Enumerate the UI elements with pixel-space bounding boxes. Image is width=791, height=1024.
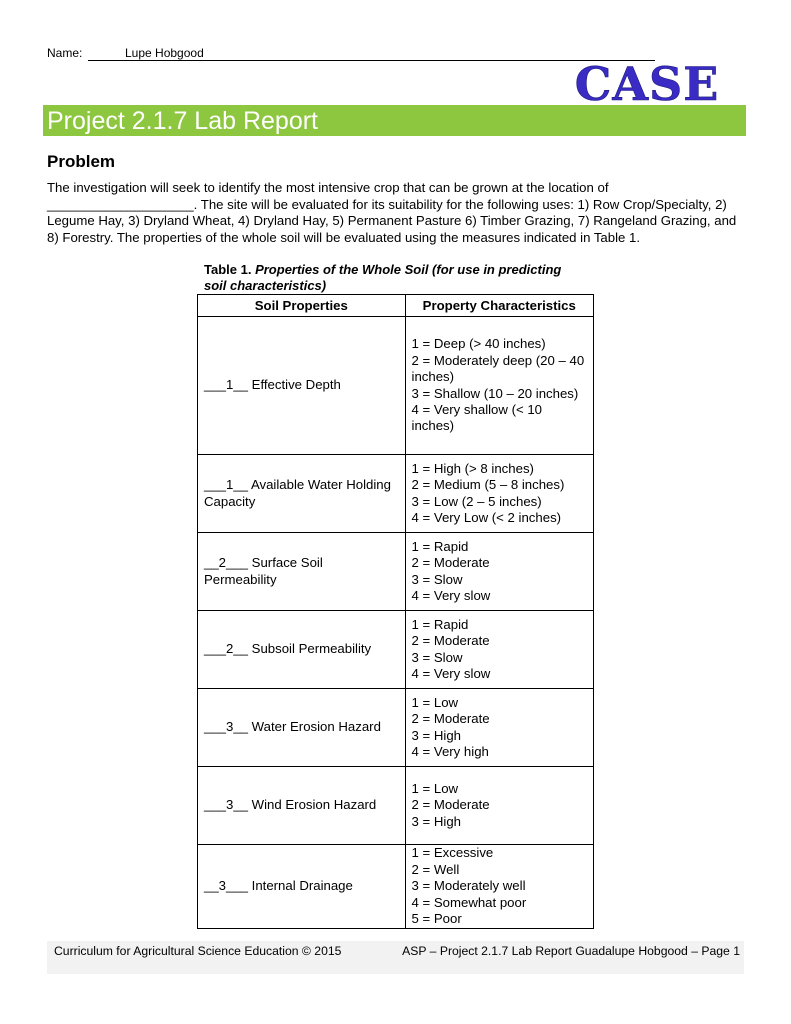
title-bar [43,105,746,136]
table-header-row [198,295,594,317]
characteristic-line: 1 = Rapid [411,616,469,632]
characteristic-line: 3 = Moderately well [411,878,526,894]
name-line [47,46,655,61]
student-name: Lupe Hobgood [125,46,204,60]
characteristic-line: 4 = Somewhat poor [411,894,527,910]
characteristic-line: 3 = Slow [411,649,463,665]
characteristic-line: 3 = Low (2 – 5 inches) [411,493,542,509]
characteristic-line: 1 = Rapid [411,538,469,554]
soil-property-cell: ___3__ Wind Erosion Hazard [198,767,406,845]
property-characteristics-cell [405,317,593,455]
characteristic-line: 1 = High (> 8 inches) [411,460,534,476]
characteristic-line: 1 = Deep (> 40 inches) [411,336,546,352]
soil-property-cell: ___3__ Water Erosion Hazard [198,689,406,767]
characteristic-line: 3 = High [411,813,462,829]
characteristic-line: 4 = Very slow [411,587,491,603]
table-row [198,611,594,689]
characteristic-line: 2 = Moderate [411,633,490,649]
characteristic-line: 2 = Moderate [411,555,490,571]
property-characteristics-cell [405,455,593,533]
characteristic-line: 4 = Very Low (< 2 inches) [411,509,562,525]
table-caption [204,262,564,294]
characteristic-line: 2 = Moderate [411,797,490,813]
characteristic-line: 2 = Well [411,861,460,877]
property-characteristics-cell [405,845,593,929]
characteristic-line: 2 = Moderately deep (20 – 40 inches) [411,352,585,385]
characteristic-line: 4 = Very slow [411,665,491,681]
soil-property-cell: __3___ Internal Drainage [198,845,406,929]
table-row [198,317,594,455]
table-caption-text: Properties of the Whole Soil (for use in predicting soil characteristics) [204,262,562,293]
table-row [198,455,594,533]
soil-properties-table [197,294,594,929]
table-row [198,689,594,767]
property-characteristics-cell [405,533,593,611]
characteristic-line: 3 = Slow [411,571,463,587]
footer-right: ASP – Project 2.1.7 Lab Report Guadalupe Hobgood – Page 1 [402,944,740,958]
characteristic-line: 3 = High [411,727,462,743]
characteristic-line: 3 = Shallow (10 – 20 inches) [411,385,579,401]
characteristic-line: 1 = Low [411,780,459,796]
table-row [198,767,594,845]
characteristic-line: 2 = Medium (5 – 8 inches) [411,477,565,493]
name-label: Name: [47,46,83,60]
column-header-soil-properties: Soil Properties [198,295,406,317]
case-logo [567,60,727,104]
table-row [198,533,594,611]
property-characteristics-cell [405,767,593,845]
soil-property-cell: ___1__ Effective Depth [198,317,406,455]
characteristic-line: 1 = Excessive [411,845,494,861]
soil-property-cell: __2___ Surface Soil Permeability [198,533,406,611]
footer-left: Curriculum for Agricultural Science Education © 2015 [54,944,342,958]
soil-property-cell: ___2__ Subsoil Permeability [198,611,406,689]
table-caption-label: Table 1. [204,262,252,277]
property-characteristics-cell [405,689,593,767]
soil-property-cell: ___1__ Available Water Holding Capacity [198,455,406,533]
page-title: Project 2.1.7 Lab Report [47,107,318,135]
characteristic-line: 1 = Low [411,694,459,710]
characteristic-line: 5 = Poor [411,911,462,927]
property-characteristics-cell [405,611,593,689]
case-logo-text: CASE [574,60,720,104]
characteristic-line: 4 = Very shallow (< 10 inches) [411,401,542,434]
column-header-property-characteristics: Property Characteristics [405,295,593,317]
problem-paragraph: The investigation will seek to identify the most intensive crop that can be grown at the location of ____________________. The site will be evaluated for its suitability for the following uses: 1) Row Crop/Specialty, 2) Legume Hay, 3) Dryland Wheat, 4) Dryland Hay, 5) Permanent Pasture 6) Timber Grazing, 7) Rangeland Grazing, and 8) Forestry. The properties of the whole soil will be evaluated using the measures indicated in Table 1. [47,180,737,245]
characteristic-line: 4 = Very high [411,743,489,759]
section-heading-problem: Problem [47,152,116,171]
characteristic-line: 2 = Moderate [411,711,490,727]
table-row [198,845,594,929]
